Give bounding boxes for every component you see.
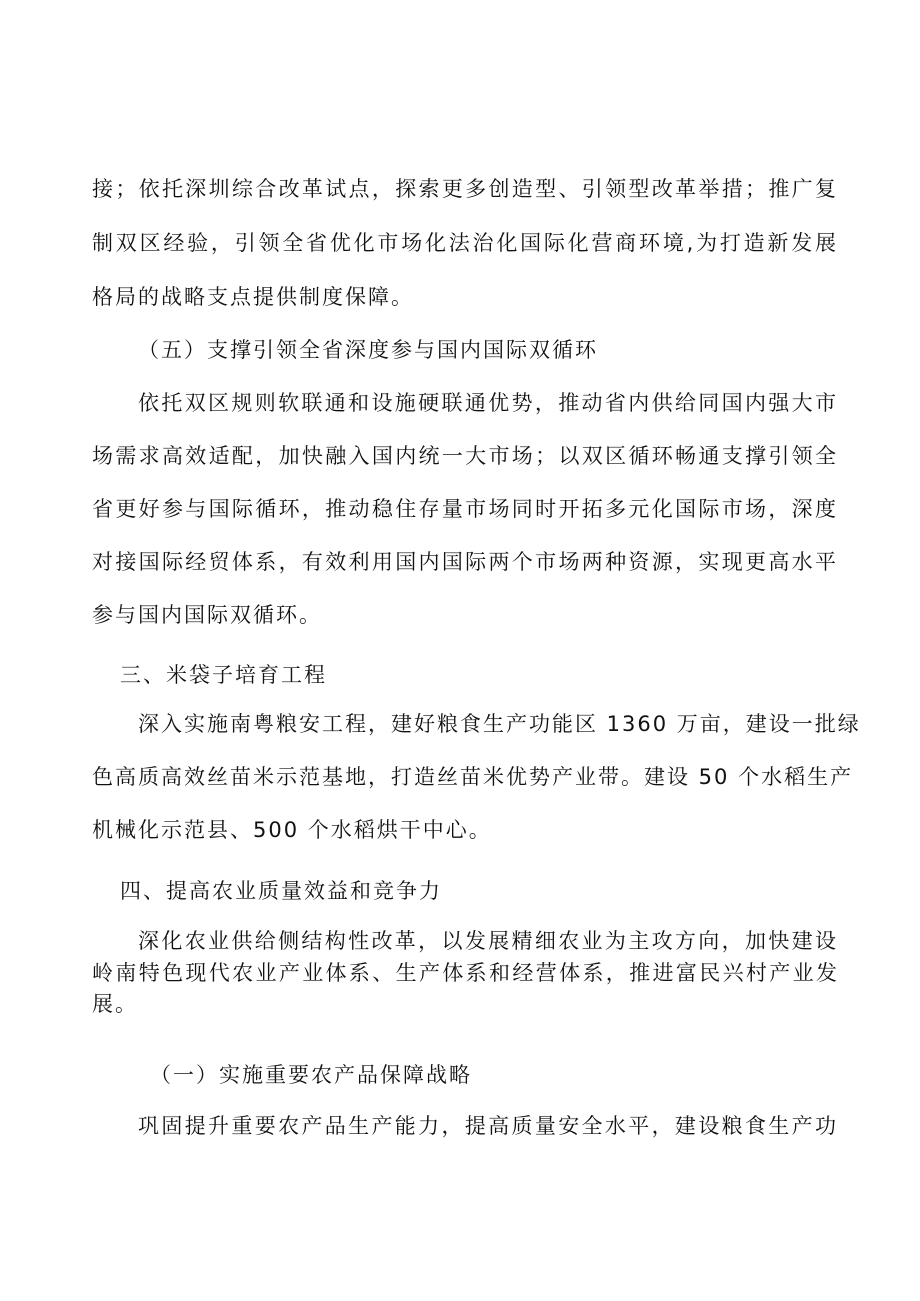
paragraph-line: 制双区经验，引领全省优化市场化法治化国际化营商环境,为打造新发展 [92, 231, 838, 255]
section-heading-3: 三、米袋子培育工程 [120, 663, 327, 687]
section-heading-4: 四、提高农业质量效益和竞争力 [120, 879, 442, 903]
paragraph-line: 省更好参与国际循环，推动稳住存量市场同时开拓多元化国际市场，深度 [92, 497, 838, 521]
paragraph-line: 参与国内国际双循环。 [92, 603, 322, 627]
paragraph-line: 岭南特色现代农业产业体系、生产体系和经营体系，推进富民兴村产业发 [92, 961, 838, 985]
paragraph-line: 深化农业供给侧结构性改革，以发展精细农业为主攻方向，加快建设 [138, 929, 838, 953]
paragraph-line: 巩固提升重要农产品生产能力，提高质量安全水平，建设粮食生产功 [138, 1114, 838, 1138]
paragraph-line: 接；依托深圳综合改革试点，探索更多创造型、引领型改革举措；推广复 [92, 177, 838, 201]
paragraph-line: 展。 [92, 992, 138, 1016]
paragraph-line: 场需求高效适配，加快融入国内统一大市场；以双区循环畅通支撑引领全 [92, 444, 838, 468]
paragraph-line: 对接国际经贸体系，有效利用国内国际两个市场两种资源，实现更高水平 [92, 550, 838, 574]
paragraph-line: 格局的战略支点提供制度保障。 [92, 285, 414, 309]
subsection-heading-5: （五）支撑引领全省深度参与国内国际双循环 [138, 338, 598, 362]
subsection-heading-1: （一）实施重要农产品保障战略 [150, 1063, 472, 1087]
paragraph-line: 深入实施南粤粮安工程，建好粮食生产功能区 1360 万亩，建设一批绿 [138, 712, 861, 736]
paragraph-line: 依托双区规则软联通和设施硬联通优势，推动省内供给同国内强大市 [138, 391, 838, 415]
paragraph-line: 机械化示范县、500 个水稻烘干中心。 [92, 818, 492, 842]
paragraph-line: 色高质高效丝苗米示范基地，打造丝苗米优势产业带。建设 50 个水稻生产 [92, 765, 854, 789]
